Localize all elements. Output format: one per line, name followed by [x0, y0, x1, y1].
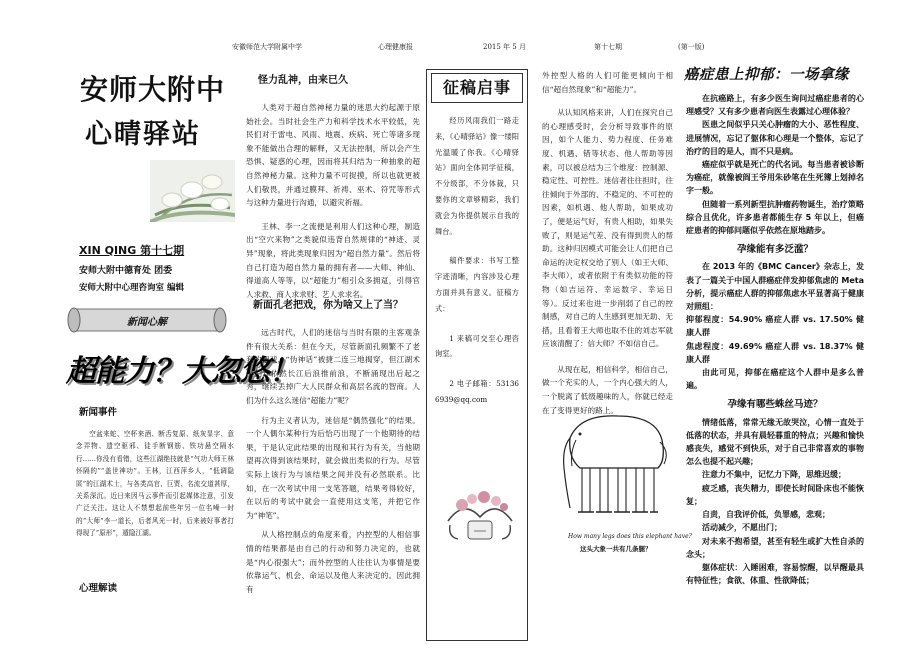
scroll-banner [66, 305, 228, 335]
cancer-depression-title: 癌症患上抑郁：一场拿缘 [684, 67, 849, 83]
news-heading: 新闻事件 [79, 407, 118, 418]
big-headline: 超能力？大忽悠！ [66, 354, 298, 389]
paragraph: 在抗癌路上，有多少医生询问过癌症患者的心理感受？又有多少患者向医生表露过心理体验？ [686, 94, 864, 117]
contact-email: 2 电子邮箱：531366939@qq.com [435, 379, 519, 404]
psych-heading: 心理解读 [79, 583, 118, 594]
heading-old-tricks: 新面孔老把戏，你为啥又上了当？ [253, 300, 403, 311]
masthead-title-2: 心晴驿站 [85, 119, 201, 150]
issue-label: XIN QING 第十七期 [79, 244, 185, 257]
header-paper: 心理健康报 [378, 43, 413, 51]
organizer-1: 安师大附中德育处 团委 [79, 266, 173, 276]
paragraph: 稿件要求：书写工整字迹清晰，内容涉及心理方面并具有意义。征稿方式： [435, 256, 519, 313]
organizer-2: 安师大附中心理咨询室 编辑 [79, 283, 184, 293]
paragraph: 注意力不集中，记忆力下降，思维迟缓； [702, 470, 846, 480]
stat-depression: 抑郁程度：54.90% 癌症人群 vs. 17.50% 健康人群 [686, 315, 864, 338]
paragraph: 医患之间似乎只关心肿瘤的大小、恶性程度、进展情况，忘记了躯体和心理是一个整体，忘记了治疗的目的是人，而不只是病。 [686, 120, 864, 156]
image-caption-cn: 这头大象一共有几条腿？ [580, 545, 652, 553]
paragraph: 但随着一系列新型抗肿瘤药物诞生，治疗策略综合且优化，许多患者都能生存 5 年以上，但癌症患者的抑郁问题似乎依然在原地踏步。 [686, 199, 864, 236]
image-caption-en: How many legs does this elephant have? [568, 533, 692, 540]
column-5 [686, 92, 864, 587]
paragraph: 行为主义者认为，迷信是“偶然强化”的结果。一个人偶尔某种行为后恰巧出现了一个他期待的结果，于是认定此结果的出现和其行为有关，当他期望再次得到该结果时，就会做出类似的行为。尽管实际上该行为与该结果之间并没有必然联系。比如，在一次考试中用一支笔答题，结果考得较好，在以后的考试中就会一直使用这支笔，并把它作为“神笔”。 [246, 415, 420, 520]
paragraph: 癌症似乎就是死亡的代名词。每当患者被诊断为癌症，就像被阎王爷用朱砂笔在生死簿上划掉名字一般。 [686, 160, 864, 196]
heading-symptoms: 孕缘有哪些蛛丝马迹？ [727, 399, 823, 411]
heading-mystic-origins: 怪力乱神，由来已久 [258, 75, 348, 86]
paragraph: 从现在起，相信科学，相信自己，做一个充实的人，一个内心强大的人，一个脱离了低级趣味的人，你就已经走在了变得更好的路上。 [542, 364, 673, 415]
column-2-top [246, 101, 420, 301]
paragraph: 人类对于超自然神秘力量的迷思大约起源于原始社会。当时社会生产力和科学技术水平较低，先民们对于雷电、风雨、地震、疾病、死亡等诸多现象不能做出合理的解释，又无法控制，所以会产生恐惧、疑惑的心理，因而将其归结为一种抽象的超自然神秘力量。这种力量不可捉摸，所以也就更被人们敬畏，并通过膜拜、祈祷、巫术、符咒等形式与这种力量进行沟通，以避灾祈福。 [246, 103, 420, 208]
header-date: 2015 年 5 月 [483, 43, 526, 51]
header-page: (第一版) [678, 43, 705, 51]
paragraph: 在 2013 年的《BMC Cancer》杂志上，发表了一篇关于中国人群癌症伴发抑郁焦虑的 Meta 分析，提示癌症人群的抑郁焦虑水平显著高于健康对照组： [686, 262, 864, 312]
header-issue: 第十七期 [594, 43, 622, 51]
paragraph: 外控型人格的人们可能更倾向于相信“超自然现象”和“超能力”。 [542, 71, 673, 94]
paragraph: 经历风雨我们一路走来，《心晴驿站》像一缕阳光温暖了你我。《心晴驿站》面向全体同学征稿，不分级部，不分体裁，只要你的文章够精彩，我们就会为你提供展示自我的舞台。 [435, 116, 519, 236]
masthead-title-1: 安师大附中 [80, 73, 226, 106]
paragraph: 1 来稿可交至心理咨询室。 [435, 333, 519, 359]
call-for-papers-title: 征稿启事 [431, 73, 523, 103]
paragraph: 从人格控制点的角度来看，内控型的人相信事情的结果都是由自己的行动和努力决定的，也就是“内心很强大”；而外控型的人往往认为事情是要依靠运气、机会、命运以及他人来决定的。因此拥有 [246, 530, 420, 594]
paragraph: 自责，自我评价低，负罪感，悲观； [702, 510, 830, 520]
stat-anxiety: 焦虑程度：49.69% 癌症人群 vs. 18.37% 健康人群 [686, 341, 864, 364]
paragraph: 远古时代，人们的迷信与当时有限的主客观条件有很大关系：但在今天，尽管新面孔频繁不了老套的把戏，“伪神话”被捷二连三地揭穿，但江湖术士们却依然长江后浪推前浪，不断涌现出后起之秀，继续丢掉广大人民群众和高层名流的智商。人们为什么这么迷信“超能力”呢？ [246, 328, 420, 405]
paragraph: 活动减少，不愿出门； [702, 523, 782, 533]
floral-ornament [444, 487, 516, 552]
elephant-illusion-image [560, 408, 672, 526]
paragraph: 情绪低落，常常无缘无故哭泣，心情一直处于低落的状态，并具有晨轻暮重的特点；兴趣和愉快感丧失，感觉不到快乐，对于自己非常喜欢的事物怎么也提不起兴趣； [686, 417, 864, 467]
paragraph: 躯体症状：入睡困难，容易惊醒，以早醒最具有特征性；食欲、体重、性欲降低； [686, 562, 864, 586]
paragraph: 对未来不抱希望，甚至有轻生或扩大性自杀的念头； [686, 536, 864, 559]
paragraph: 由此可见，抑郁在癌症这个人群中是多么普遍。 [686, 368, 864, 391]
news-text [76, 428, 234, 540]
call-body [435, 113, 519, 408]
paragraph: 王林、李一之流便是利用人们这种心理，制造出“空穴来物”之类貌似违背自然规律的“神迹、灵异”现象，将此类现象归因为“超自然力量”。然后将自己打造为超自然力量的拥有者——大师、神仙、得道高人等等，以“超能力”相引众多拥趸，引得官人求救、商人求求财、艺人求求名。 [246, 221, 420, 299]
heading-prevalence: 孕缘能有多泛滥？ [736, 244, 813, 256]
header-school: 安徽师范大学附属中学 [232, 43, 302, 51]
paragraph: 从认知风格来讲，人们在探究自己的心理感受时，会分析导致事件的原因，如个人能力、势力程度、任务难度、机遇、错等状态、他人帮助等因素，可以被总结为三个维度：控制源、稳定性、可控性。迷信者往往担时，往往倾向于外部的、不稳定的、不可控的因素，如机遇、他人帮助，如果成功了，便是运气好，有贵人相助，如果失败了，则是运气差、没有得到贵人的帮助。这种归因模式可能会让人们把自己命运的决定权交给了别人（如王大师、李大师），或者依附于有类似功能的符物（如吉运符、幸运数字、幸运日等）。反过来也进一步削弱了自己的控制感，对自己的人生感到更加无助、无措，且看着王大师也取不住的刘志军就应该清醒了：信大师？不如信自己。 [542, 108, 673, 349]
column-4 [542, 69, 673, 417]
tulip-image [150, 160, 235, 222]
paragraph: 疲乏感，丧失精力，即使长时间卧床也不能恢复； [686, 483, 864, 506]
scroll-label: 新闻心解 [127, 317, 167, 328]
column-2-bottom [246, 326, 420, 596]
news-paragraph: 空盆来蛇、空杯来酒、断舌复原、纸灰显字、意念弄物、遗空驱邪、徒手断钢筋、铁功悬空隔水行……你没有看错，这些江湖绝技就是“气功大师王林怀隔的”“盖世神功”。王林，江西萍乡人，“低调隐匿”的江湖术士，与各类高官、巨贾、名流交道甚厚，关系深沉。近日来因马云事件而引起媒体注意，引发广泛关注。这让人不禁想起前些年另一位名噪一时的“大师”李一道长，后者风光一时，后来被好事者打得现了“原形”，遁隐江湖。 [76, 430, 234, 538]
